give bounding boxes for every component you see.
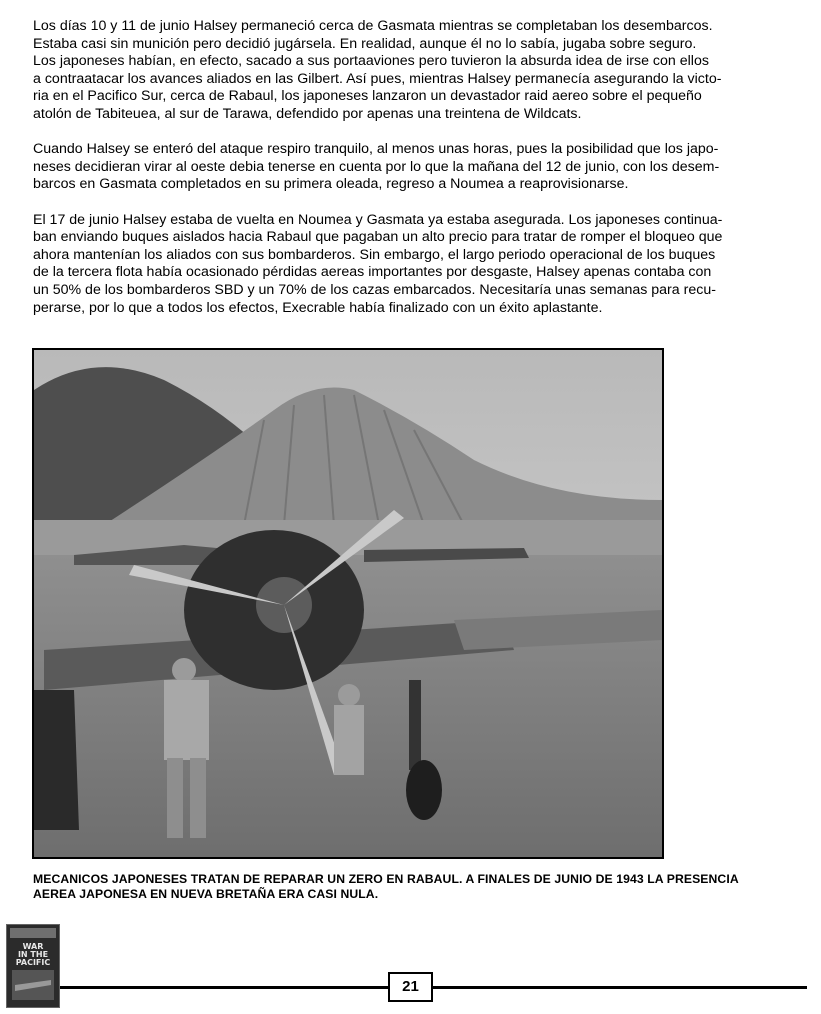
mechanic-head (172, 658, 196, 682)
landing-gear-strut (409, 680, 421, 770)
page-number: 21 (388, 972, 433, 1002)
mechanic-2-head (338, 684, 360, 706)
dvd-title: WAR IN THE PACIFIC (15, 942, 51, 967)
left-wheel (34, 690, 79, 830)
paragraph-1: Los días 10 y 11 de junio Halsey permaneció cerca de Gasmata mientras se completaban los desembarcos. Estaba casi sin munición pero decidió jugársela. En realidad, aunque él no lo sabía, jugaba sobre seguro. Los japoneses habían, en efecto, sacado a sus portaaviones pero tuvieron la absurda idea de irse con ellos a contraatacar los avances aliados en las Gilbert. Así pues, mientras Halsey permanecía asegurando la victo- ria en el Pacifico Sur, cerca de Rabaul, los japoneses lanzaron un devastador raid aereo sobre el pequeño atolón de Tabiteuea, al sur de Tarawa, defendido por apenas una treintena de Wildcats. (33, 18, 722, 122)
paragraph-2: Cuando Halsey se enteró del ataque respiro tranquilo, al menos unas horas, pues la posibilidad que los japo- neses decidieran virar al oeste debia tenerse en cuenta por lo que la mañana del 12 de junio, con los desem- barcos en Gasmata completados en su primera oleada, regreso a Noumea a reaprovisionarse. (33, 141, 720, 193)
footer-rule (60, 986, 807, 989)
photo-japanese-mechanics-zero (32, 348, 664, 859)
mechanic-body (164, 680, 209, 760)
photo-illustration (34, 350, 662, 857)
mechanic-2-body (334, 705, 364, 775)
body-text (33, 18, 793, 335)
paragraph-3: El 17 de junio Halsey estaba de vuelta en Noumea y Gasmata ya estaba asegurada. Los japoneses continua- ban enviando buques aislados hacia Rabaul que pagaban un alto precio para tratar de romper el bloqueo que ahora mantenían los aliados con sus bombarderos. Sin embargo, el largo periodo operacional de los buques de la tercera flota había ocasionado pérdidas aereas importantes por desgaste, Halsey apenas contaba con un 50% de los bombarderos SBD y un 70% de los cazas embarcados. Necesitaría unas semanas para recu- perarse, por lo que a todos los efectos, Execrable había finalizado con un éxito aplastante. (33, 211, 723, 316)
landing-gear-wheel (406, 760, 442, 820)
photo-caption: MECANICOS JAPONESES TRATAN DE REPARAR UN ZERO EN RABAUL. A FINALES DE JUNIO DE 1943 LA PRESENCIA AEREA JAPONESA EN NUEVA BRETAÑA ERA CASI NULA. (33, 872, 739, 901)
dvd-cover-thumbnail (6, 924, 60, 1008)
